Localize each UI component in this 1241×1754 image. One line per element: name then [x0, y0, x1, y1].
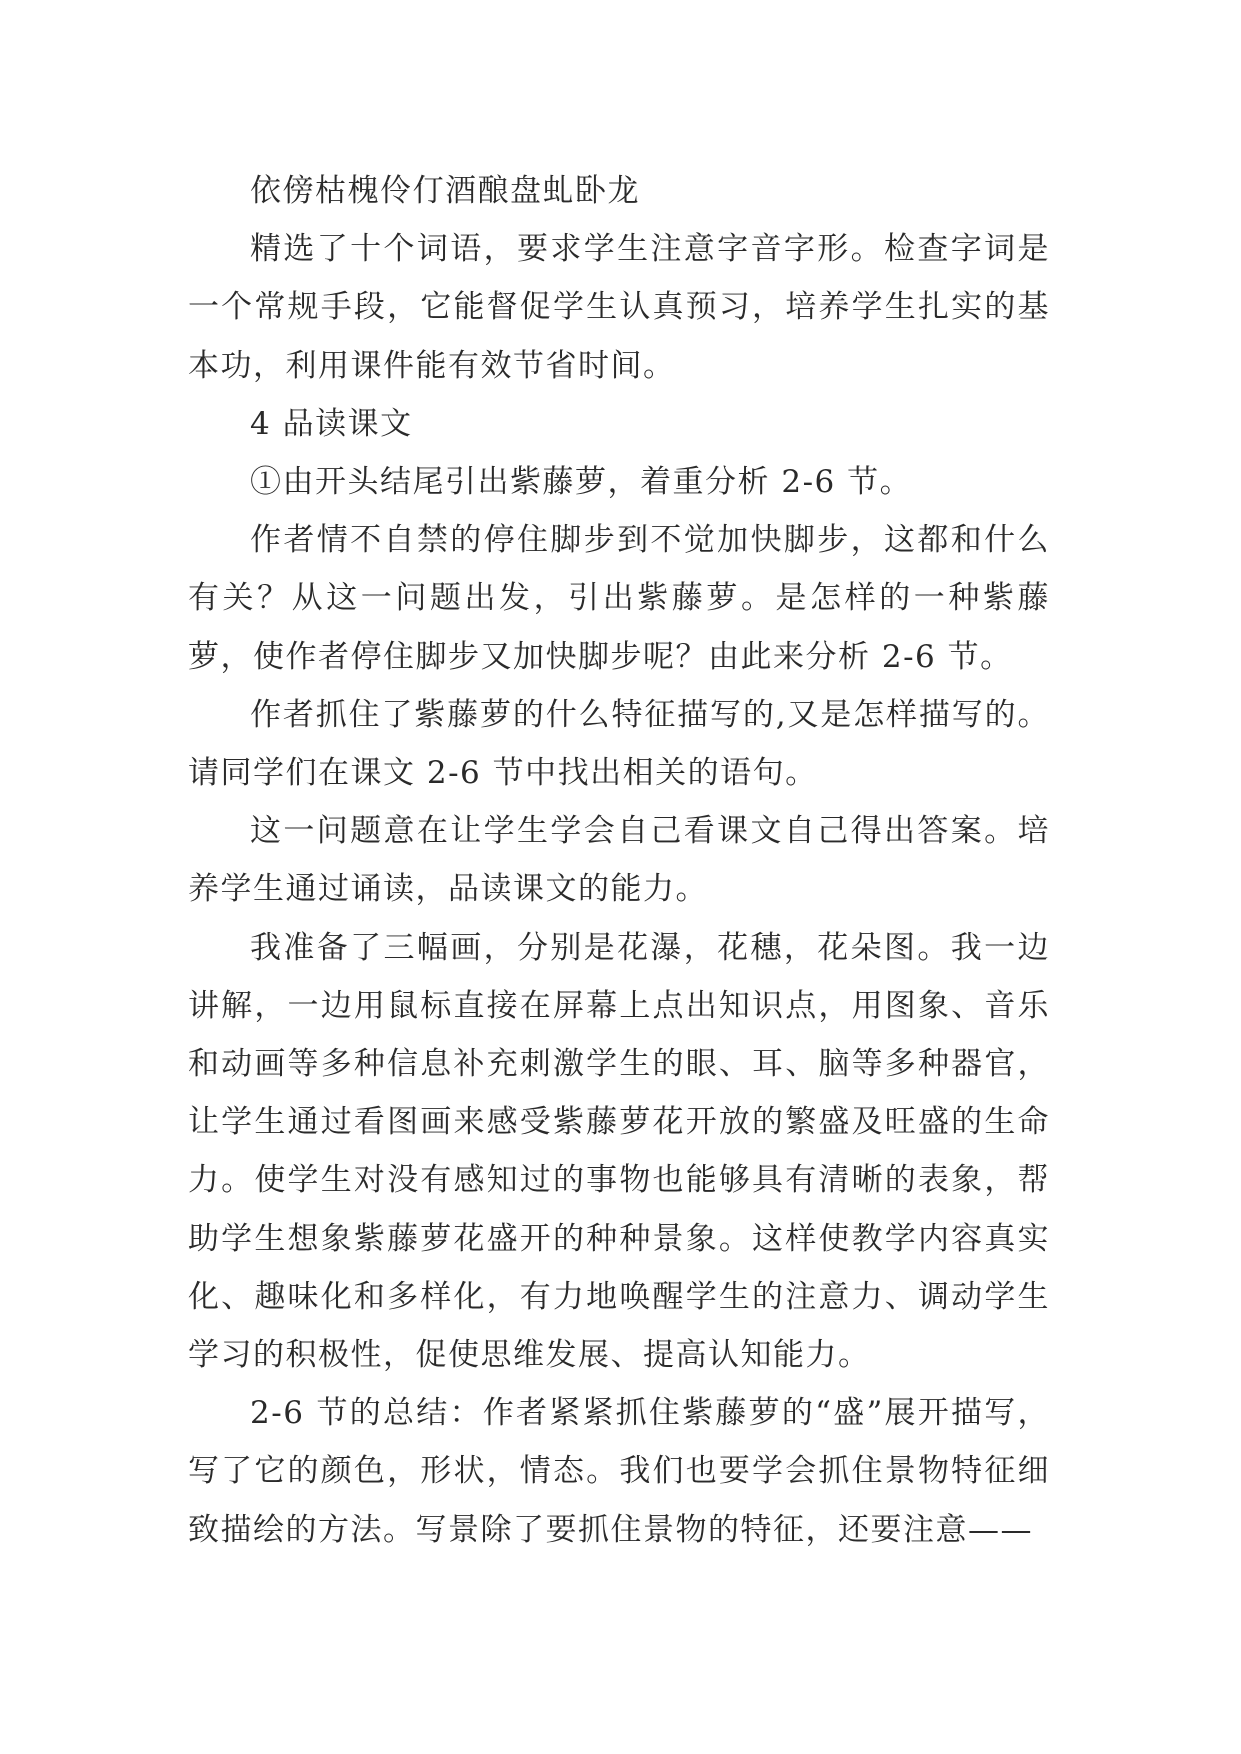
document-page — [188, 162, 1050, 1559]
body-paragraph: 作者抓住了紫藤萝的什么特征描写的,又是怎样描写的。请同学们在课文 2-6 节中找出相关的语句。 — [188, 696, 1050, 792]
body-paragraph: 我准备了三幅画，分别是花瀑，花穗，花朵图。我一边讲解，一边用鼠标直接在屏幕上点出知识点，用图象、音乐和动画等多种信息补充刺激学生的眼、耳、脑等多种器官，让学生通过看图画来感受紫藤萝花开放的繁盛及旺盛的生命力。使学生对没有感知过的事物也能够具有清晰的表象，帮助学生想象紫藤萝花盛开的种种景象。这样使教学内容真实化、趣味化和多样化，有力地唤醒学生的注意力、调动学生学习的积极性，促使思维发展、提高认知能力。 — [188, 929, 1050, 1374]
section-heading: 4 品读课文 — [250, 405, 413, 442]
sub-heading: ①由开头结尾引出紫藤萝，着重分析 2-6 节。 — [250, 464, 913, 501]
summary-paragraph: 2-6 节的总结：作者紧紧抓住紫藤萝的“盛”展开描写，写了它的颜色，形状，情态。我们也要学会抓住景物特征细致描绘的方法。写景除了要抓住景物的特征，还要注意—— — [188, 1395, 1050, 1548]
body-paragraph: 这一问题意在让学生学会自己看课文自己得出答案。培养学生通过诵读，品读课文的能力。 — [188, 813, 1050, 908]
body-paragraph: 精选了十个词语，要求学生注意字音字形。检查字词是一个常规手段，它能督促学生认真预习，培养学生扎实的基本功，利用课件能有效节省时间。 — [188, 231, 1050, 384]
body-paragraph: 作者情不自禁的停住脚步到不觉加快脚步，这都和什么有关？从这一问题出发，引出紫藤萝。是怎样的一种紫藤萝，使作者停住脚步又加快脚步呢？由此来分析 2-6 节。 — [188, 522, 1050, 675]
word-list-paragraph: 依傍枯槐伶仃酒酿盘虬卧龙 — [250, 173, 640, 209]
